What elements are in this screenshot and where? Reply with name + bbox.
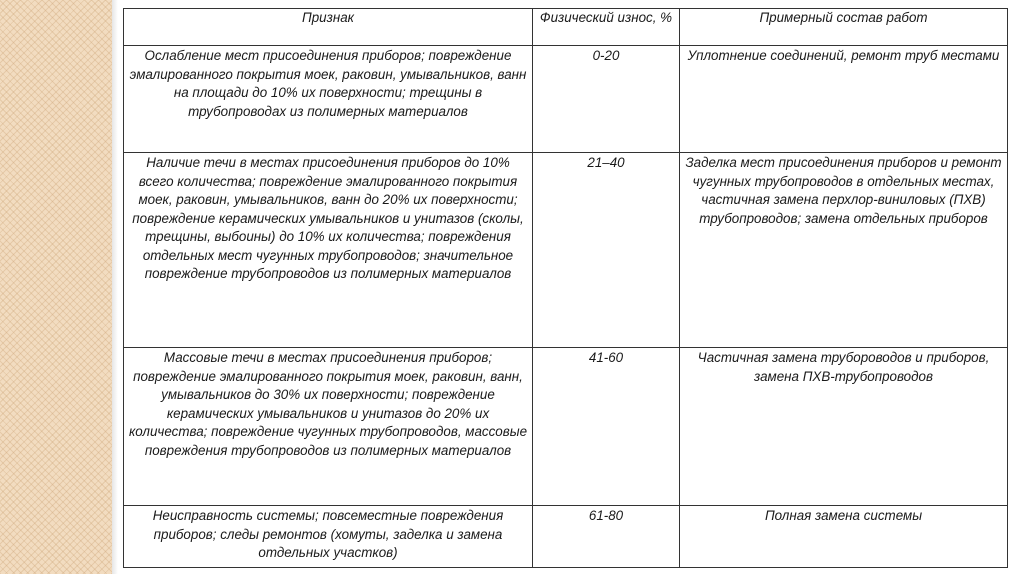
- cell-works: Частичная замена трубороводов и приборов, замена ПХВ-трубопроводов: [680, 348, 1008, 506]
- table-header-row: [124, 9, 1008, 46]
- cell-wear: 21–40: [533, 153, 680, 348]
- cell-sign: Неисправность системы; повсеместные повреждения приборов; следы ремонтов (хомуты, заделка и замена отдельных участков): [124, 506, 533, 568]
- cell-sign: Массовые течи в местах присоединения приборов; повреждение эмалированного покрытия моек, раковин, ванн, умывальников до 30% их поверхности; повреждение керамических умывальников и унитазов до 20% их количества; повреждение чугунных трубопроводов, массовые повреждения трубопроводов из полимерных материалов: [124, 348, 533, 506]
- table-row: [124, 506, 1008, 568]
- cell-sign: Ослабление мест присоединения приборов; повреждение эмалированного покрытия моек, раковин, умывальников, ванн на площади до 10% их поверхности; трещины в трубопроводах из полимерных материалов: [124, 46, 533, 153]
- table-row: [124, 153, 1008, 348]
- side-shadow: [112, 0, 118, 574]
- header-wear: Физический износ, %: [533, 9, 680, 46]
- table-row: [124, 46, 1008, 153]
- header-works: Примерный состав работ: [680, 9, 1008, 46]
- table-row: [124, 348, 1008, 506]
- decorative-side-pattern: [0, 0, 112, 574]
- wear-table: [123, 8, 1008, 568]
- cell-wear: 0-20: [533, 46, 680, 153]
- cell-sign: Наличие течи в местах присоединения приборов до 10% всего количества; повреждение эмалированного покрытия моек, раковин, умывальников, ванн до 20% их поверхности; повреждение керамических умывальников и унитазов (сколы, трещины, выбоины) до 10% их количества; повреждения отдельных мест чугунных трубопроводов; значительное повреждение трубопроводов из полимерных материалов: [124, 153, 533, 348]
- cell-works: Заделка мест присоединения приборов и ремонт чугунных трубопроводов в отдельных местах, частичная замена перхлор-виниловых (ПХВ) трубопроводов; замена отдельных приборов: [680, 153, 1008, 348]
- header-sign: Признак: [124, 9, 533, 46]
- cell-wear: 61-80: [533, 506, 680, 568]
- cell-works: Полная замена системы: [680, 506, 1008, 568]
- cell-works: Уплотнение соединений, ремонт труб местами: [680, 46, 1008, 153]
- cell-wear: 41-60: [533, 348, 680, 506]
